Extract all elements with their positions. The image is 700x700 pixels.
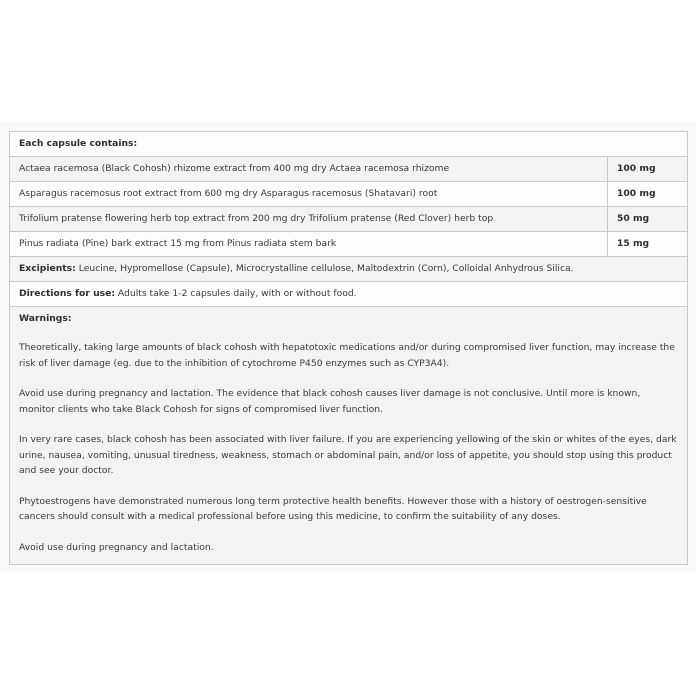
ingredients-table bbox=[9, 131, 688, 565]
directions-text: Adults take 1-2 capsules daily, with or without food. bbox=[117, 288, 357, 300]
warning-paragraph: Theoretically, taking large amounts of black cohosh with hepatotoxic medications and/or during compromised liver function, may increase the risk of liver damage (eg. due to the inhibition of cytochrome P450 enzymes such as CYP3A4). bbox=[19, 342, 675, 369]
directions-label: Directions for use: bbox=[19, 288, 115, 300]
table-header-row bbox=[10, 132, 688, 157]
ingredient-row bbox=[10, 232, 688, 257]
excipients-text: Leucine, Hypromellose (Capsule), Microcrystalline cellulose, Maltodextrin (Corn), Colloidal Anhydrous Silica. bbox=[78, 263, 574, 275]
warning-paragraph: Phytoestrogens have demonstrated numerous long term protective health benefits. However those with a history of oestrogen-sensitive cancers should consult with a medical professional before using this medicine, to confirm the suitability of any doses. bbox=[19, 495, 647, 523]
ingredient-row bbox=[10, 182, 688, 207]
warnings-title: Warnings: bbox=[19, 313, 72, 324]
ingredient-dose: 100 mg bbox=[608, 182, 688, 207]
ingredient-row bbox=[10, 207, 688, 232]
warnings-cell bbox=[10, 307, 688, 565]
excipients-label: Excipients: bbox=[19, 263, 76, 275]
warning-paragraph: Avoid use during pregnancy and lactation. The evidence that black cohosh causes liver damage is not conclusive. Until more is known, monitor clients who take Black Cohosh for signs of compromised liver function. bbox=[19, 388, 641, 415]
capsule-contents-heading: Each capsule contains: bbox=[10, 132, 688, 157]
warning-paragraph: In very rare cases, black cohosh has been associated with liver failure. If you are experiencing yellowing of the skin or whites of the eyes, dark urine, nausea, vomiting, unusual tiredness, weakness, stomach or abdominal pain, and/or loss of appetite, you should stop using this product and see your doctor. bbox=[19, 434, 677, 477]
warnings-row bbox=[10, 307, 688, 565]
ingredient-dose: 100 mg bbox=[608, 157, 688, 182]
ingredient-name: Actaea racemosa (Black Cohosh) rhizome extract from 400 mg dry Actaea racemosa rhizome bbox=[10, 157, 608, 182]
directions-row bbox=[10, 282, 688, 307]
ingredient-name: Asparagus racemosus root extract from 600 mg dry Asparagus racemosus (Shatavari) root bbox=[10, 182, 608, 207]
ingredient-dose: 15 mg bbox=[608, 232, 688, 257]
ingredient-row bbox=[10, 157, 688, 182]
excipients-cell bbox=[10, 257, 688, 282]
ingredient-dose: 50 mg bbox=[608, 207, 688, 232]
ingredient-name: Pinus radiata (Pine) bark extract 15 mg from Pinus radiata stem bark bbox=[10, 232, 608, 257]
ingredient-name: Trifolium pratense flowering herb top extract from 200 mg dry Trifolium pratense (Red Clover) herb top bbox=[10, 207, 608, 232]
warning-paragraph: Avoid use during pregnancy and lactation. bbox=[19, 541, 214, 553]
excipients-row bbox=[10, 257, 688, 282]
directions-cell bbox=[10, 282, 688, 307]
